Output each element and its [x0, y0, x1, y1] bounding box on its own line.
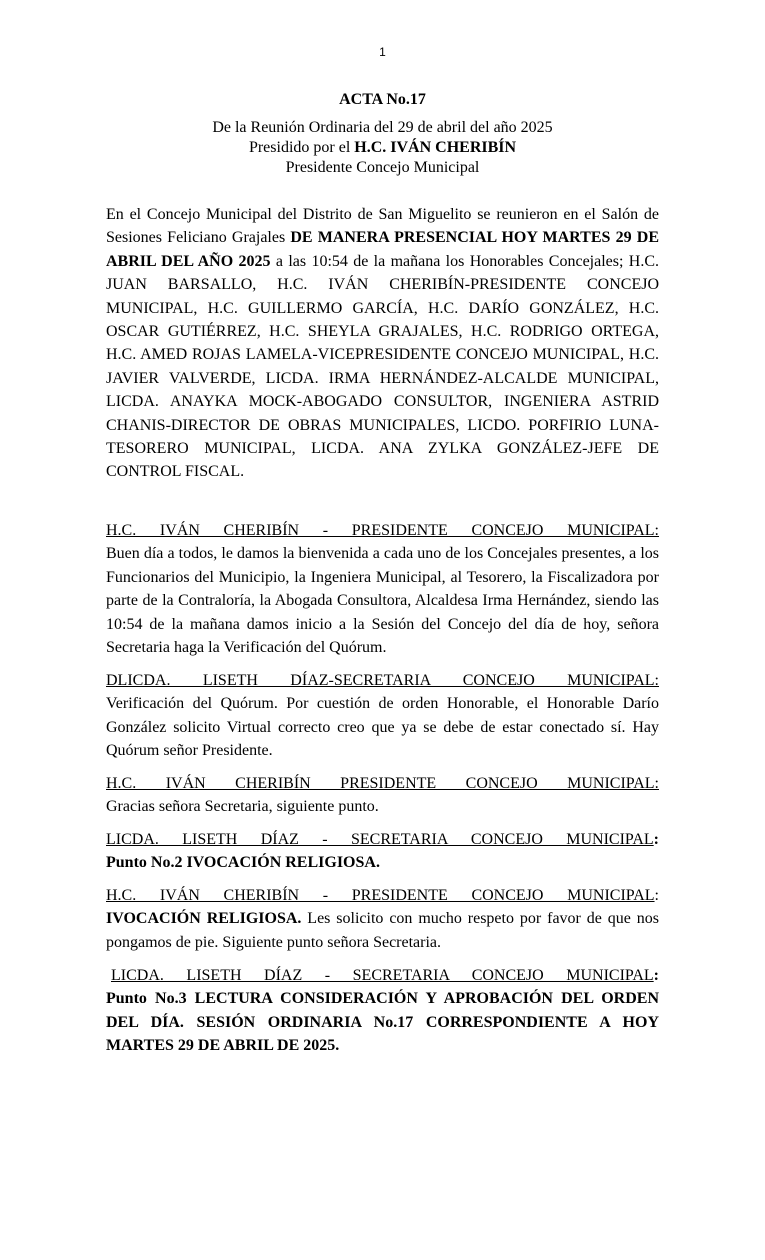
intervention-text: Buen día a todos, le damos la bienvenida a cada uno de los Concejales presentes, a los Funcionarios del Municipio, la Ingeniera Municipal, al Tesorero, la Fiscalizadora por parte de la Contraloría, la Abogada Consultora, Alcaldesa Irma Hernández, siendo las 10:54 de la mañana damos inicio a la Sesión del Concejo del día de hoy, señora Secretaria haga la Verificación del Quórum. [106, 545, 659, 657]
intervention-4 [106, 828, 659, 875]
speaker-label: LICDA. LISETH DÍAZ - SECRETARIA CONCEJO MUNICIPAL [106, 831, 654, 848]
intro-paragraph: En el Concejo Municipal del Distrito de San Miguelito se reunieron en el Salón de Sesiones Feliciano Grajales DE MANERA PRESENCIAL HOY MARTES 29 DE ABRIL DEL AÑO 2025 a las 10:54 de la mañana los Honorables Concejales; H.C. JUAN BARSALLO, H.C. IVÁN CHERIBÍN-PRESIDENTE CONCEJO MUNICIPAL, H.C. GUILLERMO GARCÍA, H.C. DARÍO GONZÁLEZ, H.C. OSCAR GUTIÉRREZ, H.C. SHEYLA GRAJALES, H.C. RODRIGO ORTEGA, H.C. AMED ROJAS LAMELA-VICEPRESIDENTE CONCEJO MUNICIPAL, H.C. JAVIER VALVERDE, LICDA. IRMA HERNÁNDEZ-ALCALDE MUNICIPAL, LICDA. ANAYKA MOCK-ABOGADO CONSULTOR, INGENIERA ASTRID CHANIS-DIRECTOR DE OBRAS MUNICIPALES, LICDO. PORFIRIO LUNA-TESORERO MUNICIPAL, LICDA. ANA ZYLKA GONZÁLEZ-JEFE DE CONTROL FISCAL. [106, 206, 660, 481]
speaker-label: H.C. IVÁN CHERIBÍN - PRESIDENTE CONCEJO MUNICIPAL: [106, 522, 659, 539]
intervention-5 [106, 884, 659, 954]
presided-by-line: Presidido por el H.C. IVÁN CHERIBÍN [248, 139, 517, 156]
intervention-bold-text: Punto No.3 LECTURA CONSIDERACIÓN Y APROBACIÓN DEL ORDEN DEL DÍA. SESIÓN ORDINARIA No.17 CORRESPONDIENTE A HOY MARTES 29 DE ABRIL DE 2025. [106, 990, 659, 1055]
page-number: 1 [379, 45, 386, 59]
speaker-row: LICDA. LISETH DÍAZ - SECRETARIA CONCEJO MUNICIPAL : [106, 964, 659, 987]
speaker-row: H.C. IVÁN CHERIBÍN - PRESIDENTE CONCEJO MUNICIPAL : [106, 884, 659, 907]
intervention-text: Verificación del Quórum. Por cuestión de orden Honorable, el Honorable Darío González solicito Virtual correcto creo que ya se debe de estar conectado sí. Hay Quórum señor Presidente. [106, 695, 659, 760]
document-title: ACTA No.17 [339, 91, 426, 108]
president-role-line: Presidente Concejo Municipal [285, 159, 480, 176]
speaker-label: LICDA. LISETH DÍAZ - SECRETARIA CONCEJO MUNICIPAL [111, 967, 654, 984]
intervention-2 [106, 669, 659, 763]
intervention-6 [106, 964, 659, 1058]
speaker-label: DLICDA. LISETH DÍAZ-SECRETARIA CONCEJO MUNICIPAL: [106, 672, 659, 689]
speaker-label: H.C. IVÁN CHERIBÍN PRESIDENTE CONCEJO MUNICIPAL: [106, 775, 659, 792]
meeting-date-line: De la Reunión Ordinaria del 29 de abril del año 2025 [212, 119, 553, 136]
president-name: H.C. IVÁN CHERIBÍN [354, 139, 517, 156]
speaker-label: H.C. IVÁN CHERIBÍN - PRESIDENTE CONCEJO MUNICIPAL [106, 887, 655, 904]
speaker-row: LICDA. LISETH DÍAZ - SECRETARIA CONCEJO MUNICIPAL : [106, 828, 659, 851]
intervention-text: IVOCACIÓN RELIGIOSA. Les solicito con mucho respeto por favor de que nos pongamos de pie. Siguiente punto señora Secretaria. [106, 910, 660, 951]
intervention-1 [106, 519, 659, 659]
intervention-3 [106, 772, 659, 819]
intervention-text: Gracias señora Secretaria, siguiente punto. [106, 798, 379, 816]
intervention-bold-text: Punto No.2 IVOCACIÓN RELIGIOSA. [106, 854, 380, 872]
document-header [0, 90, 765, 178]
